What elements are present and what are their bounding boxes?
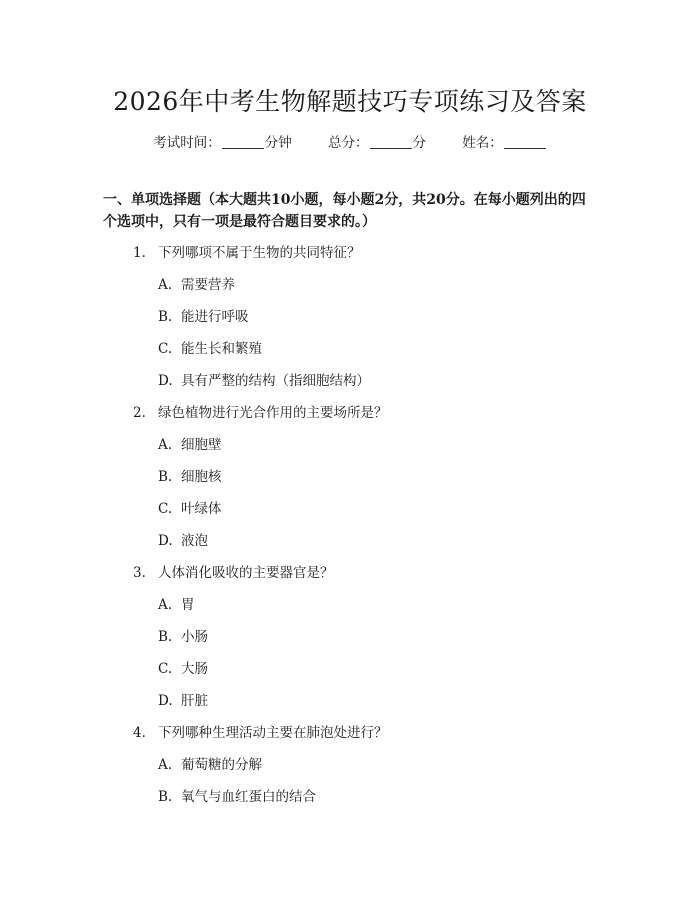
answer-option <box>0 530 700 562</box>
answer-option <box>0 434 700 466</box>
exam-time-unit: 分钟 <box>264 135 292 151</box>
option-text: 大肠 <box>181 661 208 677</box>
answer-option <box>0 786 700 818</box>
option-letter: C. <box>158 661 173 677</box>
question-text: 下列哪项不属于生物的共同特征？ <box>158 245 361 261</box>
option-letter: D. <box>158 533 173 549</box>
answer-option <box>0 370 700 402</box>
answer-option <box>0 626 700 658</box>
question-item <box>0 722 700 754</box>
question-number: 1. <box>133 245 146 261</box>
question-number: 4. <box>133 725 146 741</box>
question-number: 3. <box>133 565 146 581</box>
question-text: 人体消化吸收的主要器官是？ <box>158 565 334 581</box>
question-number: 2. <box>133 405 146 421</box>
option-letter: B. <box>158 469 173 485</box>
option-letter: A. <box>158 437 173 453</box>
exam-info-line <box>0 131 700 151</box>
option-letter: D. <box>158 373 173 389</box>
option-text: 叶绿体 <box>181 501 222 517</box>
option-letter: C. <box>158 501 173 517</box>
question-item <box>0 402 700 434</box>
student-name-label: 姓名： <box>462 135 503 151</box>
option-text: 液泡 <box>181 533 208 549</box>
total-score-unit: 分 <box>412 135 426 151</box>
answer-option <box>0 658 700 690</box>
question-text: 绿色植物进行光合作用的主要场所是？ <box>158 405 388 421</box>
option-letter: D. <box>158 693 173 709</box>
question-item <box>0 562 700 594</box>
question-list <box>0 242 700 818</box>
option-text: 具有严整的结构（指细胞结构） <box>181 373 370 389</box>
option-text: 能进行呼吸 <box>181 309 249 325</box>
exam-time-blank <box>222 134 264 149</box>
option-text: 能生长和繁殖 <box>181 341 262 357</box>
answer-option <box>0 306 700 338</box>
question-item <box>0 242 700 274</box>
option-text: 需要营养 <box>181 277 235 293</box>
exam-time-label: 考试时间： <box>153 135 221 151</box>
exam-time-field <box>153 131 292 151</box>
answer-option <box>0 690 700 722</box>
total-score-label: 总分： <box>328 135 369 151</box>
option-letter: B. <box>158 789 173 805</box>
option-text: 葡萄糖的分解 <box>181 757 262 773</box>
option-text: 小肠 <box>181 629 208 645</box>
student-name-blank <box>504 134 546 149</box>
answer-option <box>0 338 700 370</box>
section-heading: 一、单项选择题（本大题共10小题，每小题2分，共20分。在每小题列出的四个选项中，只有一项是最符合题目要求的。） <box>103 192 586 230</box>
answer-option <box>0 498 700 530</box>
option-text: 细胞核 <box>181 469 222 485</box>
total-score-field <box>328 131 426 151</box>
option-letter: A. <box>158 277 173 293</box>
student-name-field <box>462 131 547 151</box>
option-letter: B. <box>158 309 173 325</box>
answer-option <box>0 274 700 306</box>
answer-option <box>0 466 700 498</box>
total-score-blank <box>370 134 412 149</box>
option-letter: B. <box>158 629 173 645</box>
option-text: 氧气与血红蛋白的结合 <box>181 789 316 805</box>
document-title: 2026年中考生物解题技巧专项练习及答案 <box>113 87 587 116</box>
option-letter: A. <box>158 757 173 773</box>
option-letter: A. <box>158 597 173 613</box>
answer-option <box>0 594 700 626</box>
option-text: 胃 <box>181 597 195 613</box>
option-text: 细胞壁 <box>181 437 222 453</box>
answer-option <box>0 754 700 786</box>
question-text: 下列哪种生理活动主要在肺泡处进行？ <box>158 725 388 741</box>
option-text: 肝脏 <box>181 693 208 709</box>
option-letter: C. <box>158 341 173 357</box>
